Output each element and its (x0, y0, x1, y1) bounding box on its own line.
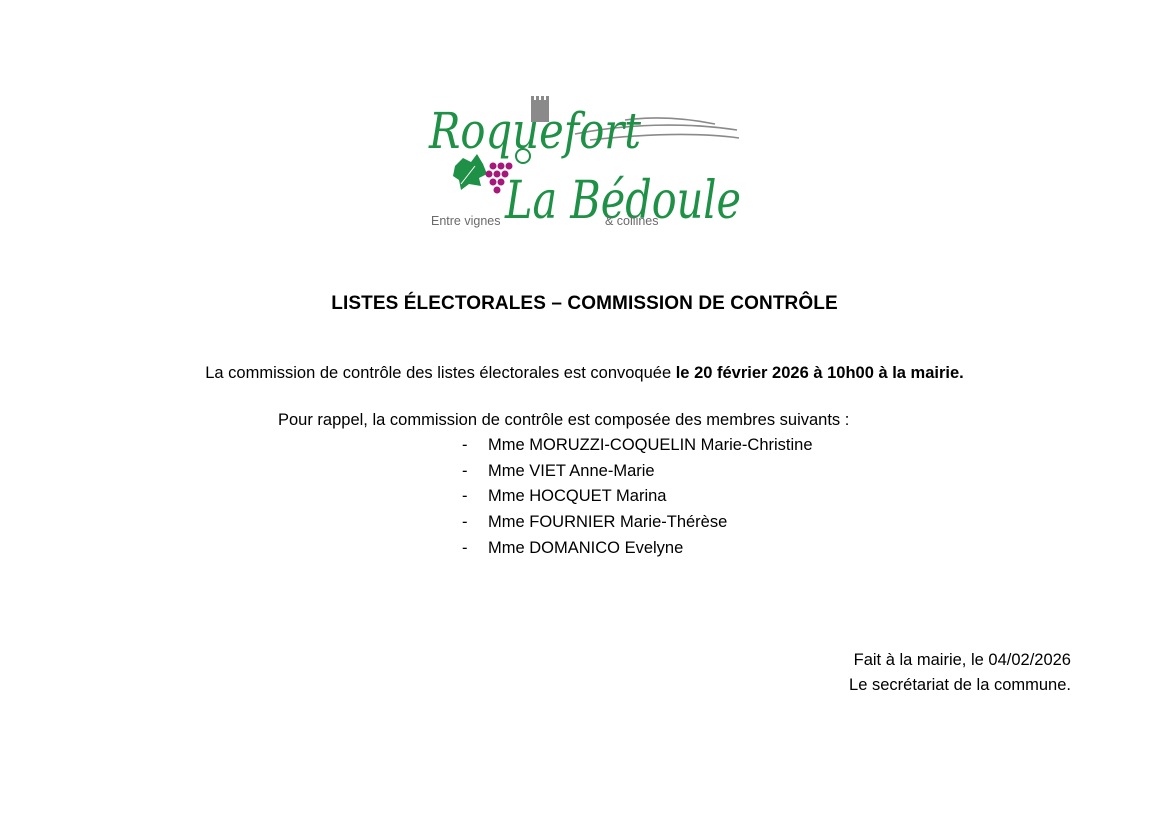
bullet-dash: - (462, 461, 468, 480)
logo-name-line2: La Bédoule (504, 171, 741, 231)
member-name: Mme FOURNIER Marie-Thérèse (488, 513, 728, 532)
signature-author-line: Le secrétariat de la commune. (849, 676, 1071, 694)
town-logo (425, 94, 747, 234)
reminder-text: Pour rappel, la commission de contrôle est composée des membres suivants : (278, 411, 850, 429)
intro-text: La commission de contrôle des listes électorales est convoquée (205, 364, 676, 382)
signature-block (849, 648, 1071, 698)
bullet-dash: - (462, 538, 468, 557)
list-item (462, 537, 813, 563)
list-item (462, 485, 813, 511)
logo-graphic (425, 94, 747, 234)
member-name: Mme VIET Anne-Marie (488, 461, 655, 480)
logo-tagline-left: Entre vignes (431, 214, 501, 228)
logo-tagline-right: & collines (605, 214, 659, 228)
meeting-date: le 20 février 2026 à 10h00 à la mairie. (675, 364, 964, 382)
list-item (462, 460, 813, 486)
member-name: Mme DOMANICO Evelyne (488, 538, 684, 557)
list-item (462, 511, 813, 537)
member-name: Mme MORUZZI-COQUELIN Marie-Christine (488, 436, 813, 454)
intro-paragraph (0, 364, 1169, 383)
bullet-dash: - (462, 513, 468, 532)
logo-name-line1: Roquefort (428, 102, 642, 160)
members-list (462, 434, 813, 562)
bullet-dash: - (462, 436, 468, 454)
member-name: Mme HOCQUET Marina (488, 487, 667, 506)
page-title: LISTES ÉLECTORALES – COMMISSION DE CONTRÔLE (331, 293, 838, 314)
list-item (462, 434, 813, 460)
signature-date-line: Fait à la mairie, le 04/02/2026 (853, 651, 1071, 669)
bullet-dash: - (462, 487, 468, 506)
